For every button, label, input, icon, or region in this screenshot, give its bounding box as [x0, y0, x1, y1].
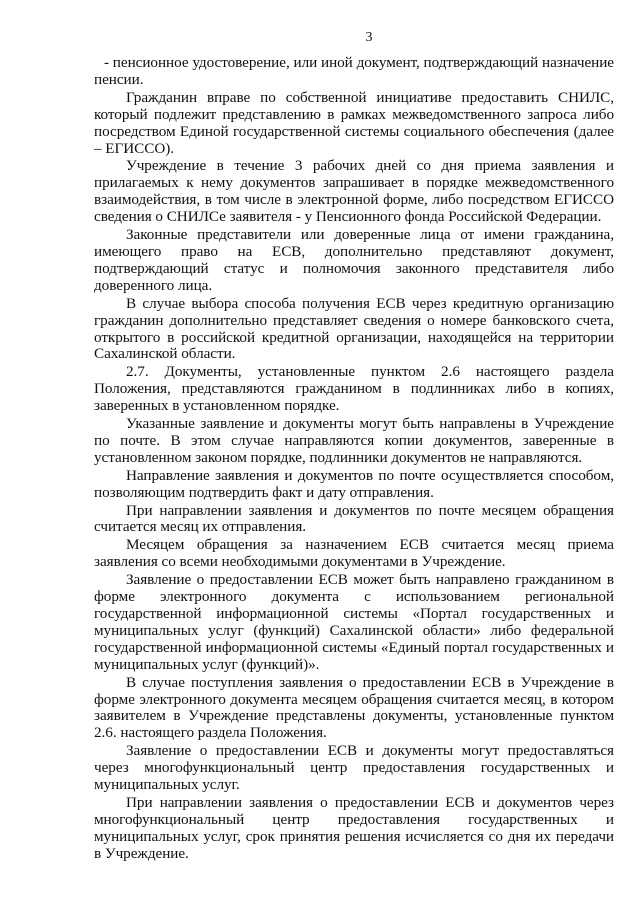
- paragraph-section-2-7: 2.7. Документы, установленные пунктом 2.6 настоящего раздела Положения, представляются гражданином в подлинниках либо в копиях, заверенных в установленном порядке.: [94, 363, 614, 415]
- paragraph-electronic-month: В случае поступления заявления о предоставлении ЕСВ в Учреждение в форме электронного документа месяцем обращения считается месяц, в котором заявителем в Учреждение представлены документы, установленные пунктом 2.6. настоящего раздела Положения.: [94, 673, 614, 742]
- paragraph-mail-method: Направление заявления и документов по почте осуществляется способом, позволяющим подтвердить факт и дату отправления.: [94, 466, 614, 501]
- paragraph-mfc-submission: Заявление о предоставлении ЕСВ и документы могут предоставляться через многофункциональный центр предоставления государственных и муниципальных услуг.: [94, 742, 614, 794]
- paragraph-snils-initiative: Гражданин вправе по собственной инициативе предоставить СНИЛС, который подлежит представлению в рамках межведомственного запроса либо посредством Единой государственной системы социального обеспечения (далее – ЕГИССО).: [94, 88, 614, 157]
- paragraph-pension-certificate: - пенсионное удостоверение, или иной документ, подтверждающий назначение пенсии.: [94, 54, 614, 88]
- page-number: 3: [365, 30, 373, 45]
- paragraph-interagency-request: Учреждение в течение 3 рабочих дней со дня приема заявления и прилагаемых к нему документов запрашивает в порядке межведомственного взаимодействия, в том числе в электронной форме, либо посредством ЕГИССО сведения о СНИЛСе заявителя - у Пенсионного фонда Российской Федерации.: [94, 157, 614, 226]
- paragraph-application-month: Месяцем обращения за назначением ЕСВ считается месяц приема заявления со всеми необходимыми документами в Учреждение.: [94, 536, 614, 571]
- paragraph-legal-representatives: Законные представители или доверенные лица от имени гражданина, имеющего право на ЕСВ, дополнительно представляют документ, подтверждающий статус и полномочия законного представителя либо доверенного лица.: [94, 226, 614, 294]
- paragraph-mail-month: При направлении заявления и документов по почте месяцем обращения считается месяц их отправления.: [94, 501, 614, 536]
- paragraph-credit-organization: В случае выбора способа получения ЕСВ через кредитную организацию гражданин дополнительно представляет сведения о номере банковского счета, открытого в российской кредитной организации, находящейся на территории Сахалинской области.: [94, 294, 614, 363]
- paragraph-mfc-decision-term: При направлении заявления о предоставлении ЕСВ и документов через многофункциональный центр предоставления государственных и муниципальных услуг, срок принятия решения исчисляется со дня их передачи в Учреждение.: [94, 793, 614, 862]
- paragraph-electronic-application: Заявление о предоставлении ЕСВ может быть направлено гражданином в форме электронного документа с использованием региональной государственной информационной системы «Портал государственных и муниципальных услуг (функций) Сахалинской области» либо федеральной государственной информационной системы «Единый портал государственных и муниципальных услуг (функций)».: [94, 571, 614, 673]
- paragraph-mail-submission: Указанные заявление и документы могут быть направлены в Учреждение по почте. В этом случае направляются копии документов, заверенные в установленном законом порядке, подлинники документов не направляются.: [94, 415, 614, 466]
